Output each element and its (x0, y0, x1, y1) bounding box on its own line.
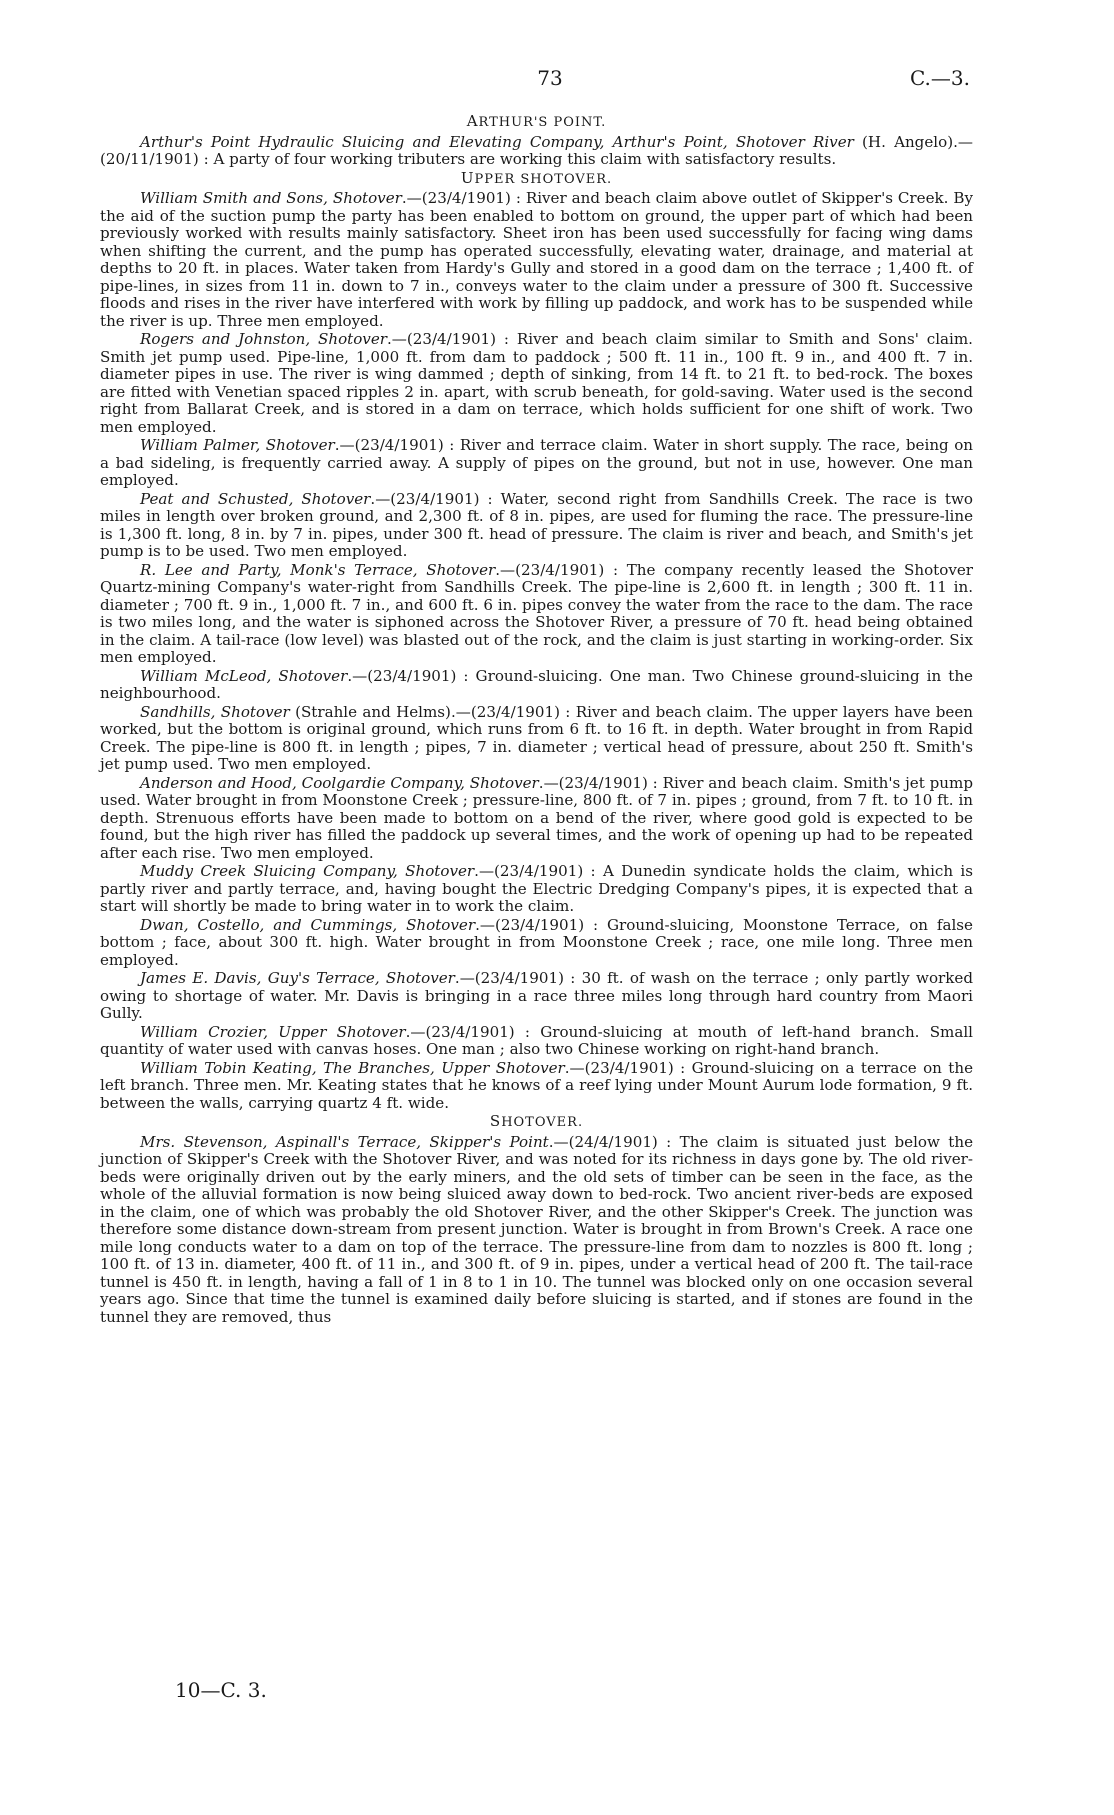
entry-title: James E. Davis, Guy's Terrace, Shotover (140, 969, 455, 987)
entry-title: Muddy Creek Sluicing Company, Shotover (140, 862, 475, 880)
entry-title: R. Lee and Party, Monk's Terrace, Shotover (140, 560, 496, 579)
entry-title: William Palmer, Shotover (140, 436, 335, 454)
entry-title: William Crozier, Upper Shotover (140, 1022, 406, 1041)
report-entry (100, 331, 973, 436)
entry-text: .—(20/11/1901) : A party of four working tributers are working this claim with satisfactory results. (100, 132, 973, 168)
report-entry (100, 917, 973, 970)
entry-text: .—(24/4/1901) : The claim is situated just below the junction of Skipper's Creek with the Shotover River, and was noted for its richness in days gone by. The old river-beds were originally driven out by the early miners, and the old sets of timber can be seen in the face, as the whole of the alluvial formation is now being sluiced away down to bed-rock. Two ancient river-beds are exposed in the claim, one of which was probably the old Shotover River, and the other Skipper's Creek. The junction was therefore some distance down-stream from present junction. Water is brought in from Brown's Creek. A race one mile long conducts water to a dam on top of the terrace. The pressure-line from dam to nozzles is 800 ft. long ; 100 ft. of 13 in. diameter, 400 ft. of 11 in., and 300 ft. of 9 in. pipes, under a vertical head of 200 ft. The tail-race tunnel is 450 ft. in length, having a fall of 1 in 8 to 1 in 10. The tunnel was blocked only on one occasion several years ago. Since that time the tunnel is examined daily before sluicing is started, and if stones are found in the tunnel they are removed, thus (100, 1132, 973, 1326)
entry-text: .—(23/4/1901) : Ground-sluicing. One man. Two Chinese ground-sluicing in the neighbourhood. (100, 666, 973, 702)
entry-title: Sandhills, Shotover (140, 702, 290, 721)
entry-title: Mrs. Stevenson, Aspinall's Terrace, Skipper's Point (140, 1132, 549, 1151)
section-heading: UPPER SHOTOVER. (460, 168, 613, 187)
report-entry (100, 704, 973, 774)
section-heading: ARTHUR'S POINT. (466, 112, 607, 130)
report-entry (100, 190, 973, 330)
entry-text: .—(23/4/1901) : Ground-sluicing on a terrace on the left branch. Three men. Mr. Keating states that he knows of a reef lying under Mount Aurum lode formation, 9 ft. between the walls, carrying quartz 4 ft. wide. (100, 1058, 973, 1112)
entry-text: .—(23/4/1901) : Ground-sluicing at mouth of left-hand branch. Small quantity of water used with canvas hoses. One man ; also two Chinese working on right-hand branch. (100, 1022, 974, 1058)
entry-suffix: (Strahle and Helms) (289, 702, 451, 721)
report-entry (100, 1024, 973, 1059)
entry-title: Peat and Schusted, Shotover (140, 489, 371, 508)
report-entry (100, 437, 973, 490)
entry-text: .—(23/4/1901) : Water, second right from Sandhills Creek. The race is two miles in length over broken ground, and 2,300 ft. of 8 in. pipes, are used for fluming the race. The pressure-line is 1,300 ft. long, 8 in. by 7 in. pipes, under 300 ft. head of pressure. The claim is river and beach, and Smith's jet pump is to be used. Two men employed. (100, 489, 973, 560)
entry-text: .—(23/4/1901) : River and terrace claim. Water in short supply. The race, being on a bad sideling, is frequently carried away. A supply of pipes on the ground, but not in use, however. One man employed. (100, 436, 974, 489)
entry-text: .—(23/4/1901) : The company recently leased the Shotover Quartz-mining Company's water-right from Sandhills Creek. The pipe-line is 2,600 ft. in length ; 300 ft. 11 in. diameter ; 700 ft. 9 in., 1,000 ft. 7 in., and 600 ft. 6 in. pipes convey the water from the race to the dam. The race is two miles long, and the water is siphoned across the Shotover River, a pressure of 70 ft. head being obtained in the claim. A tail-race (low level) was blasted out of the rock, and the claim is just starting in working-order. Six men employed. (100, 560, 973, 666)
entry-title: Anderson and Hood, Coolgardie Company, Shotover (140, 773, 539, 792)
document-code: C.—3. (909, 66, 970, 90)
report-entry (100, 863, 973, 916)
report-entry (100, 134, 973, 169)
entry-text: .—(23/4/1901) : River and beach claim. The upper layers have been worked, but the bottom is original ground, which runs from 6 ft. to 16 ft. in depth. Water brought in from Rapid Creek. The pipe-line is 800 ft. in length ; pipes, 7 in. diameter ; vertical head of pressure, about 250 ft. Smith's jet pump used. Two men employed. (100, 702, 973, 773)
report-entry (100, 668, 973, 703)
report-entry (100, 1134, 973, 1327)
signature-mark: 10—C. 3. (175, 1678, 267, 1702)
report-entry (100, 970, 973, 1023)
entry-text: .—(23/4/1901) : River and beach claim. Smith's jet pump used. Water brought in from Moonstone Creek ; pressure-line, 800 ft. of 7 in. pipes ; ground, from 7 ft. to 10 ft. in depth. Strenuous efforts have been made to bottom on a bend of the river, where good gold is expected to be found, but the high river has filled the paddock up several times, and the work of opening up had to be repeated after each rise. Two men employed. (100, 773, 973, 862)
report-entry (100, 562, 973, 667)
page-number: 73 (537, 66, 563, 90)
report-entry (100, 775, 973, 863)
entry-text: .—(23/4/1901) : A Dunedin syndicate holds the claim, which is partly river and partly terrace, and, having bought the Electric Dredging Company's pipes, it is expected that a start will shortly be made to bring water in to work the claim. (100, 862, 973, 915)
entry-suffix: (H. Angelo) (853, 132, 954, 151)
entry-title: Arthur's Point Hydraulic Sluicing and Elevating Company, Arthur's Point, Shotover River (140, 132, 854, 151)
entry-title: William McLeod, Shotover (140, 666, 348, 685)
entry-title: Rogers and Johnston, Shotover (140, 330, 387, 348)
entry-title: William Smith and Sons, Shotover (140, 189, 402, 207)
entry-title: William Tobin Keating, The Branches, Upper Shotover (140, 1058, 565, 1077)
report-entry (100, 491, 973, 561)
entry-text: .—(23/4/1901) : Ground-sluicing, Moonstone Terrace, on false bottom ; face, about 300 ft. high. Water brought in from Moonstone Creek ; race, one mile long. Three men employed. (100, 915, 973, 969)
entry-text: .—(23/4/1901) : River and beach claim similar to Smith and Sons' claim. Smith jet pump used. Pipe-line, 1,000 ft. from dam to paddock ; 500 ft. 11 in., 100 ft. 9 in., and 400 ft. 7 in. diameter pipes in use. The river is wing dammed ; depth of sinking, from 14 ft. to 21 ft. to bed-rock. The boxes are fitted with Venetian spaced ripples 2 in. apart, with scrub beneath, for gold-saving. Water used is the second right from Ballarat Creek, and is stored in a dam on terrace, which holds sufficient for one shift of work. Two men employed. (100, 330, 973, 436)
section-heading: SHOTOVER. (489, 1112, 584, 1130)
entry-title: Dwan, Costello, and Cummings, Shotover (140, 915, 476, 934)
report-entry (100, 1060, 973, 1113)
entry-text: .—(23/4/1901) : 30 ft. of wash on the terrace ; only partly worked owing to shortage of water. Mr. Davis is bringing in a race three miles long through hard country from Maori Gully. (100, 969, 973, 1022)
entry-text: .—(23/4/1901) : River and beach claim above outlet of Skipper's Creek. By the aid of the suction pump the party has been enabled to bottom on ground, the upper part of which had been previously worked with results mainly satisfactory. Sheet iron has been used successfully for facing wing dams when shifting the current, and the pump has operated successfully, elevating water, drainage, and material at depths to 20 ft. in places. Water taken from Hardy's Gully and stored in a good dam on the terrace ; 1,400 ft. of pipe-lines, in sizes from 11 in. down to 7 in., conveys water to the claim under a pressure of 300 ft. Successive floods and rises in the river have interfered with work by filling up paddock, and work has to be suspended while the river is up. Three men employed. (100, 189, 973, 330)
body-text (100, 112, 973, 1327)
